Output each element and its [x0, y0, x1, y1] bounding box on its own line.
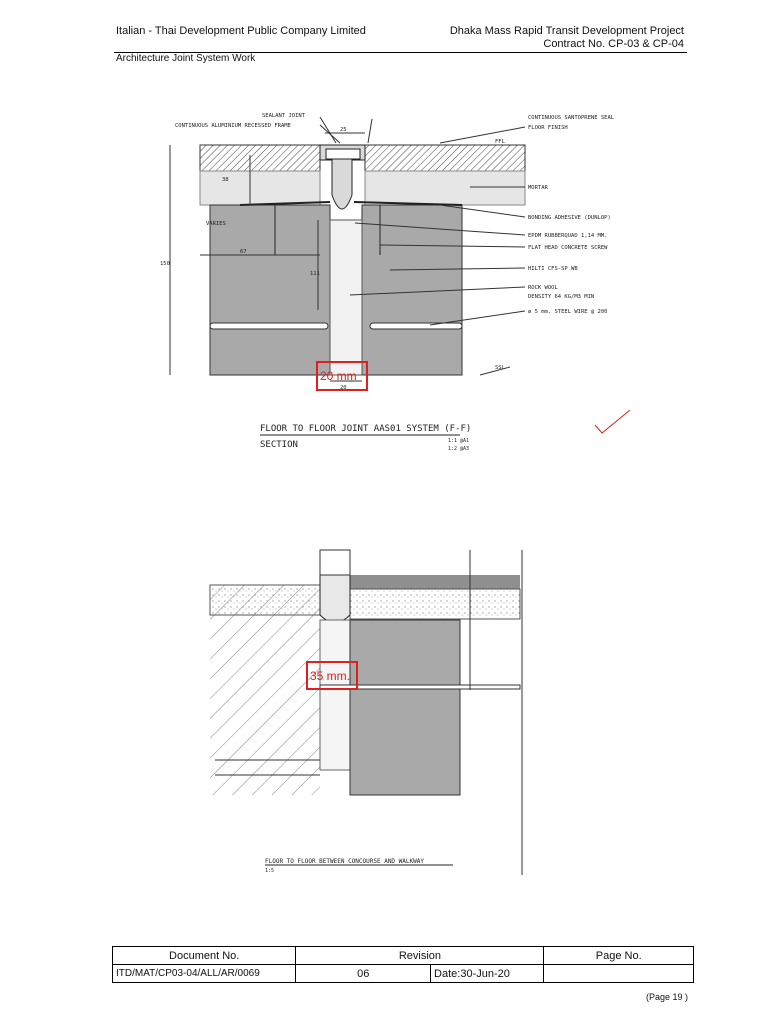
label-santoprene-seal: CONTINUOUS SANTOPRENE SEAL	[528, 115, 615, 121]
label-rock-wool: ROCK WOOL	[528, 285, 558, 291]
header-page-no: Page No.	[544, 947, 694, 965]
dim-38: 38	[222, 177, 229, 183]
dim-67: 67	[240, 249, 247, 255]
drawing1-title: FLOOR TO FLOOR JOINT AAS01 SYSTEM (F-F)	[260, 424, 472, 434]
contract-number: Contract No. CP-03 & CP-04	[543, 38, 684, 50]
label-floor-finish: FLOOR FINISH	[528, 125, 568, 131]
section-title: Architecture Joint System Work	[116, 53, 256, 64]
right-screed	[350, 589, 520, 619]
label-hilti: HILTI CFS-SP WB	[528, 266, 578, 272]
dim-20: 20	[340, 385, 347, 391]
rock-wool-2	[320, 620, 350, 770]
joint-profile-2	[320, 575, 350, 623]
drawing2-scale: 1:5	[265, 868, 275, 874]
steel-wire-right	[370, 323, 462, 329]
dim-25: 25	[340, 127, 347, 133]
label-ssl: SSL	[495, 365, 505, 371]
label-aluminium-frame: CONTINUOUS ALUMINIUM RECESSED FRAME	[175, 123, 291, 129]
header-document-no: Document No.	[113, 947, 296, 965]
revision-date: Date:30-Jun-20	[431, 965, 544, 983]
left-base	[210, 585, 320, 795]
label-sealant-joint: SEALANT JOINT	[262, 113, 306, 119]
slab-left	[210, 205, 330, 375]
floor-finish-right	[365, 145, 525, 171]
santoprene-seal	[326, 149, 360, 159]
drawing1-scale1: 1:1 @A1	[448, 438, 470, 444]
joint-top-frame	[320, 550, 350, 575]
dim-varies: VARIES	[206, 221, 226, 227]
highlight-label-35mm: 35 mm.	[310, 669, 351, 683]
floor-finish-left	[200, 145, 320, 171]
project-header	[450, 25, 684, 51]
page-no-cell	[544, 965, 694, 983]
header-revision: Revision	[296, 947, 544, 965]
mortar-right	[365, 171, 525, 205]
approval-tick	[595, 410, 630, 433]
project-name: Dhaka Mass Rapid Transit Development Project	[449, 25, 684, 37]
company-name: Italian - Thai Development Public Company Limited	[116, 25, 366, 37]
label-bonding-adhesive: BONDING ADHESIVE (DUNLOP)	[528, 215, 611, 221]
document-number: ITD/MAT/CP03-04/ALL/AR/0069	[113, 965, 296, 983]
drawing1-subtitle: SECTION	[260, 440, 298, 450]
label-density: DENSITY 64 KG/M3 MIN	[528, 294, 595, 300]
slab-right	[362, 205, 462, 375]
label-steel-wire: ø 5 mm. STEEL WIRE @ 200	[528, 309, 608, 315]
rock-wool-gap	[330, 220, 362, 375]
slab-right-2	[350, 620, 460, 795]
label-mortar: MORTAR	[528, 185, 548, 191]
dim-150: 150	[160, 261, 170, 267]
label-epdm: EPDM RUBBERQUAD 1,14 MM.	[528, 233, 608, 239]
joint-section-drawing-2	[205, 545, 535, 880]
page-label: (Page 19 )	[645, 992, 688, 1002]
mortar-left	[200, 171, 320, 205]
drawing2-title: FLOOR TO FLOOR BETWEEN CONCOURSE AND WALKWAY	[265, 858, 424, 865]
joint-section-drawing-1	[140, 105, 640, 480]
revision-number: 06	[296, 965, 431, 983]
dim-111: 111	[310, 271, 320, 277]
left-screed	[210, 585, 320, 615]
drawing1-scale2: 1:2 @A3	[448, 446, 470, 452]
label-ffl: FFL	[495, 139, 505, 145]
highlight-label-20mm: 20 mm	[320, 369, 357, 383]
label-screw: FLAT HEAD CONCRETE SCREW	[528, 245, 608, 251]
document-info-table	[112, 946, 694, 983]
steel-wire-left	[210, 323, 328, 329]
